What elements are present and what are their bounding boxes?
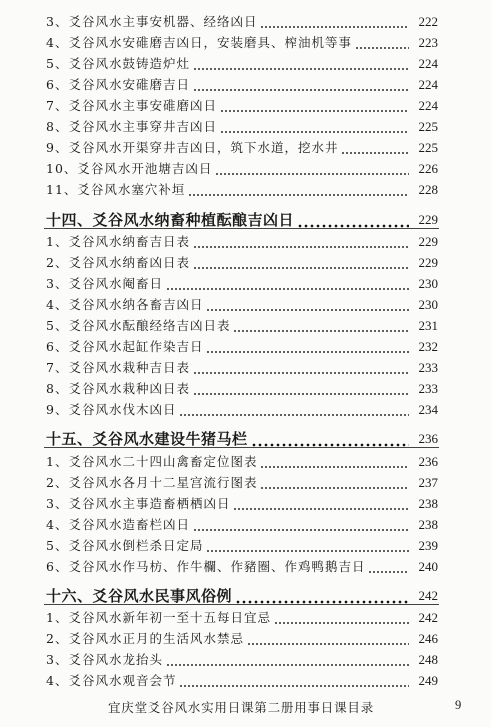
- toc-entry: [46, 377, 438, 397]
- section-divider: [44, 447, 439, 448]
- toc-entry-title: 2、爻谷风水正月的生活风水禁忌: [46, 631, 244, 646]
- toc-entry-title: 7、爻谷风水主事安碓磨凶日: [46, 98, 217, 113]
- dot-leader: [260, 14, 409, 30]
- toc-entry-page: 246: [418, 631, 438, 646]
- toc-entry: [46, 627, 438, 647]
- toc-entry-title: 3、爻谷风水龙抬头: [46, 652, 163, 667]
- toc-section-heading: [46, 578, 438, 604]
- toc-entry: [46, 606, 438, 626]
- toc-entry-page: 228: [418, 182, 438, 197]
- dot-leader: [260, 475, 409, 491]
- toc-entry: [46, 555, 438, 575]
- toc-entry-page: 222: [418, 14, 438, 29]
- dot-leader: [179, 673, 409, 689]
- toc-entry-page: 236: [418, 431, 438, 446]
- dot-leader: [215, 161, 409, 177]
- toc-entry-page: 233: [418, 360, 438, 375]
- toc-entry-title: 4、爻谷风水安碓磨吉凶日，安装磨具、榨油机等事: [46, 35, 352, 50]
- toc-entry: [46, 648, 438, 668]
- toc-entry: [46, 73, 438, 93]
- toc-entry: [46, 492, 438, 512]
- toc-entry-title: 9、爻谷风水伐木凶日: [46, 402, 177, 417]
- toc-entry-title: 2、爻谷风水纳畜凶日表: [46, 255, 190, 270]
- toc-entry: [46, 314, 438, 334]
- dot-leader: [193, 255, 409, 271]
- toc-entry: [46, 10, 438, 30]
- toc-entry-page: 248: [418, 652, 438, 667]
- toc-entry: [46, 52, 438, 72]
- dot-leader: [251, 431, 409, 447]
- toc-entry-title: 十四、爻谷风水纳畜种植酝酿吉凶日: [46, 211, 295, 229]
- toc-entry: [46, 31, 438, 51]
- toc-entry-page: 249: [418, 673, 438, 688]
- toc-entry-title: 1、爻谷风水纳畜吉日表: [46, 234, 190, 249]
- toc-entry-page: 232: [418, 339, 438, 354]
- dot-leader: [193, 234, 409, 250]
- dot-leader: [368, 559, 409, 575]
- page-number: 9: [455, 698, 462, 712]
- toc-entry-page: 226: [418, 161, 438, 176]
- toc-entry-title: 6、爻谷风水安碓磨吉日: [46, 77, 190, 92]
- dot-leader: [355, 35, 409, 51]
- toc-entry-title: 5、爻谷风水鼓铸造炉灶: [46, 56, 190, 71]
- toc-entry-page: 240: [418, 559, 438, 574]
- footer-title: 宜庆堂爻谷风水实用日课第二册用事日课目录: [108, 700, 375, 715]
- toc-entry: [46, 513, 438, 533]
- toc-entry-title: 5、爻谷风水倒栏杀日定局: [46, 538, 204, 553]
- toc-entry-title: 2、爻谷风水各月十二星宫流行图表: [46, 475, 258, 490]
- toc-entry-title: 4、爻谷风水纳各畜吉凶日: [46, 297, 204, 312]
- toc-entry: [46, 356, 438, 376]
- toc-entry: [46, 471, 438, 491]
- toc-entry-page: 237: [418, 475, 438, 490]
- toc-entry-title: 3、爻谷风水阉畜日: [46, 276, 163, 291]
- toc-entry-page: 230: [418, 276, 438, 291]
- toc-entry-title: 8、爻谷风水主事穿井吉凶日: [46, 119, 217, 134]
- toc-entry-title: 9、爻谷风水开渠穿井吉凶日，筑下水道，挖水井: [46, 140, 339, 155]
- toc-entry: [46, 136, 438, 156]
- dot-leader: [220, 119, 409, 135]
- toc-entry-title: 3、爻谷风水主事造畜栖栖凶日: [46, 496, 231, 511]
- dot-leader: [247, 631, 409, 647]
- toc-entry-page: 229: [418, 255, 438, 270]
- toc-entry: [46, 450, 438, 470]
- toc-entry-page: 242: [418, 588, 438, 603]
- dot-leader: [235, 588, 409, 604]
- toc-entry: [46, 534, 438, 554]
- dot-leader: [341, 140, 409, 156]
- dot-leader: [297, 212, 409, 228]
- dot-leader: [193, 360, 409, 376]
- toc-entry: [46, 115, 438, 135]
- toc-entry-title: 11、爻谷风水塞穴补垣: [46, 182, 186, 197]
- toc-entry-title: 4、爻谷风水观音会节: [46, 673, 177, 688]
- dot-leader: [274, 610, 409, 626]
- dot-leader: [206, 538, 409, 554]
- section-divider: [44, 604, 439, 605]
- dot-leader: [179, 402, 409, 418]
- toc-entry: [46, 251, 438, 271]
- toc-entry-page: 238: [418, 517, 438, 532]
- toc-entry-title: 6、爻谷风水起缸作染吉日: [46, 339, 204, 354]
- dot-leader: [193, 381, 409, 397]
- toc-entry-page: 242: [418, 610, 438, 625]
- toc-entry: [46, 669, 438, 689]
- toc-entry-title: 十六、爻谷风水民事风俗例: [46, 587, 233, 605]
- toc-entry-page: 229: [418, 234, 438, 249]
- section-divider: [44, 228, 439, 229]
- dot-leader: [206, 339, 409, 355]
- dot-leader: [193, 56, 409, 72]
- page-footer: [0, 698, 491, 718]
- toc-entry-title: 4、爻谷风水造畜栏凶日: [46, 517, 190, 532]
- toc-entry-page: 230: [418, 297, 438, 312]
- toc-entry: [46, 398, 438, 418]
- toc-section-heading: [46, 421, 438, 447]
- toc-entry: [46, 94, 438, 114]
- toc-entry-title: 3、爻谷风水主事安机器、经络凶日: [46, 14, 258, 29]
- toc-entry-page: 225: [418, 119, 438, 134]
- toc-entry-page: 225: [418, 140, 438, 155]
- toc-entry: [46, 230, 438, 250]
- toc-entry-title: 8、爻谷风水栽种凶日表: [46, 381, 190, 396]
- dot-leader: [220, 98, 409, 114]
- toc-entry-page: 223: [418, 35, 438, 50]
- toc-section-heading: [46, 202, 438, 228]
- toc-entry-title: 6、爻谷风水作马枋、作牛欄、作豬圈、作鸡鸭鹅吉日: [46, 559, 366, 574]
- toc-entry-page: 233: [418, 381, 438, 396]
- toc-entry-page: 224: [418, 56, 438, 71]
- toc-entry-page: 238: [418, 496, 438, 511]
- toc-entry-page: 239: [418, 538, 438, 553]
- toc-entry-title: 7、爻谷风水栽种吉日表: [46, 360, 190, 375]
- toc-entry-title: 10、爻谷风水开池塘吉凶日: [46, 161, 213, 176]
- toc-entry: [46, 335, 438, 355]
- toc-entry: [46, 293, 438, 313]
- toc-entry-page: 224: [418, 77, 438, 92]
- toc-entry-page: 224: [418, 98, 438, 113]
- dot-leader: [206, 297, 409, 313]
- toc-entry: [46, 272, 438, 292]
- dot-leader: [193, 77, 409, 93]
- dot-leader: [166, 276, 409, 292]
- toc-entry-page: 229: [418, 212, 438, 227]
- toc-entry-page: 234: [418, 402, 438, 417]
- dot-leader: [188, 182, 409, 198]
- toc-entry-title: 1、爻谷风水二十四山禽畜定位图表: [46, 454, 258, 469]
- toc-entry-page: 236: [418, 454, 438, 469]
- toc-entry: [46, 178, 438, 198]
- dot-leader: [166, 652, 409, 668]
- dot-leader: [260, 454, 409, 470]
- dot-leader: [193, 517, 409, 533]
- toc-entry: [46, 157, 438, 177]
- dot-leader: [233, 496, 409, 512]
- toc-entry-page: 231: [418, 318, 438, 333]
- toc-entry-title: 5、爻谷风水酝酿经络吉凶日表: [46, 318, 231, 333]
- dot-leader: [233, 318, 409, 334]
- toc-entry-title: 1、爻谷风水新年初一至十五每日宜忌: [46, 610, 271, 625]
- toc-entry-title: 十五、爻谷风水建设牛猪马栏: [46, 430, 248, 448]
